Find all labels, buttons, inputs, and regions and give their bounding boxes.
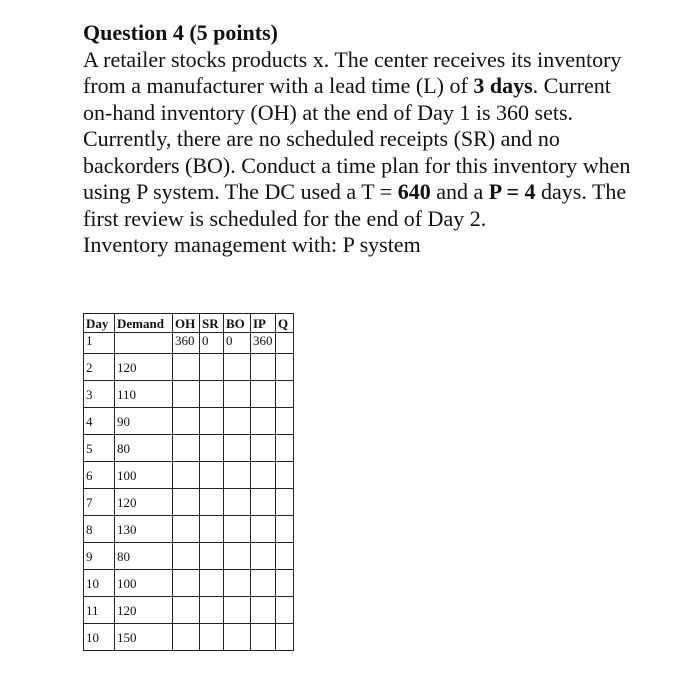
cell-day xyxy=(84,354,115,381)
cell-day-value: 1 xyxy=(86,333,93,348)
table-row xyxy=(84,354,294,381)
header-day: Day xyxy=(84,314,115,333)
cell-demand-value: 120 xyxy=(117,360,137,375)
cell-day-value: 8 xyxy=(86,522,93,537)
cell-bo xyxy=(224,354,251,381)
cell-demand xyxy=(115,333,173,354)
cell-day xyxy=(84,462,115,489)
cell-sr xyxy=(200,354,224,381)
cell-day xyxy=(84,408,115,435)
question-title: Question 4 (5 points) xyxy=(83,20,278,45)
cell-ip xyxy=(251,543,276,570)
table-row xyxy=(84,516,294,543)
question-text-part-3: and a xyxy=(430,179,489,204)
cell-sr xyxy=(200,408,224,435)
cell-q xyxy=(276,354,294,381)
cell-day xyxy=(84,381,115,408)
table-row xyxy=(84,462,294,489)
cell-ip xyxy=(251,381,276,408)
cell-ip xyxy=(251,570,276,597)
cell-q xyxy=(276,543,294,570)
inventory-table xyxy=(83,313,294,651)
cell-bo xyxy=(224,624,251,651)
cell-demand xyxy=(115,408,173,435)
cell-oh xyxy=(173,333,200,354)
cell-day xyxy=(84,333,115,354)
cell-day-value: 11 xyxy=(86,603,99,618)
cell-day-value: 9 xyxy=(86,549,93,564)
cell-oh xyxy=(173,381,200,408)
table-row xyxy=(84,333,294,354)
header-sr: SR xyxy=(200,314,224,333)
cell-q xyxy=(276,381,294,408)
cell-demand-value: 120 xyxy=(117,603,137,618)
cell-day-value: 7 xyxy=(86,495,93,510)
header-oh: OH xyxy=(173,314,200,333)
cell-bo xyxy=(224,462,251,489)
table-row xyxy=(84,624,294,651)
cell-day-value: 3 xyxy=(86,387,93,402)
cell-sr xyxy=(200,435,224,462)
cell-day xyxy=(84,543,115,570)
question-text xyxy=(83,47,643,233)
cell-ip xyxy=(251,516,276,543)
cell-oh xyxy=(173,624,200,651)
cell-day-value: 10 xyxy=(86,576,99,591)
cell-ip xyxy=(251,408,276,435)
header-demand: Demand xyxy=(115,314,173,333)
cell-demand xyxy=(115,597,173,624)
cell-bo xyxy=(224,516,251,543)
cell-q xyxy=(276,435,294,462)
cell-oh-value: 360 xyxy=(175,333,195,348)
cell-sr xyxy=(200,597,224,624)
p-value: P = 4 xyxy=(488,179,536,204)
question-text-part-4: days. The first review is scheduled for the end of Day 2. xyxy=(83,179,627,231)
cell-oh xyxy=(173,570,200,597)
cell-sr xyxy=(200,381,224,408)
question-text-part-1: A retailer stocks products x. The center receives its inventory from a manufacturer with a lead time (L) of xyxy=(83,46,622,98)
cell-demand xyxy=(115,516,173,543)
cell-demand xyxy=(115,435,173,462)
cell-demand xyxy=(115,543,173,570)
cell-day-value: 5 xyxy=(86,441,93,456)
header-q: Q xyxy=(276,314,294,333)
cell-sr xyxy=(200,570,224,597)
cell-demand-value: 110 xyxy=(117,387,137,402)
cell-q xyxy=(276,333,294,354)
cell-oh xyxy=(173,597,200,624)
cell-sr xyxy=(200,516,224,543)
cell-demand xyxy=(115,354,173,381)
table-row xyxy=(84,570,294,597)
header-ip: IP xyxy=(251,314,276,333)
cell-day-value: 10 xyxy=(86,630,99,645)
cell-oh xyxy=(173,543,200,570)
cell-day xyxy=(84,624,115,651)
cell-bo xyxy=(224,333,251,354)
cell-sr xyxy=(200,489,224,516)
cell-ip xyxy=(251,333,276,354)
table-row xyxy=(84,597,294,624)
cell-oh xyxy=(173,489,200,516)
cell-sr xyxy=(200,333,224,354)
cell-bo xyxy=(224,543,251,570)
cell-bo xyxy=(224,597,251,624)
cell-day xyxy=(84,570,115,597)
question-text-part-2: . Current on-hand inventory (OH) at the end of Day 1 is 360 sets. Currently, there are no scheduled receipts (SR) and no backorders (BO). Conduct a time plan for this inventory when using P system. The DC used a T = xyxy=(83,73,631,204)
cell-q xyxy=(276,516,294,543)
cell-oh xyxy=(173,354,200,381)
table-row xyxy=(84,408,294,435)
cell-ip xyxy=(251,435,276,462)
cell-sr xyxy=(200,624,224,651)
cell-sr xyxy=(200,462,224,489)
cell-demand xyxy=(115,570,173,597)
cell-day xyxy=(84,435,115,462)
cell-ip xyxy=(251,597,276,624)
cell-ip xyxy=(251,354,276,381)
cell-bo xyxy=(224,408,251,435)
cell-demand-value: 150 xyxy=(117,630,137,645)
cell-ip xyxy=(251,462,276,489)
cell-demand-value: 130 xyxy=(117,522,137,537)
cell-bo xyxy=(224,570,251,597)
cell-ip xyxy=(251,624,276,651)
cell-oh xyxy=(173,435,200,462)
cell-q xyxy=(276,570,294,597)
cell-q xyxy=(276,597,294,624)
cell-demand xyxy=(115,462,173,489)
inventory-table-container xyxy=(83,313,294,651)
cell-q xyxy=(276,408,294,435)
cell-day-value: 2 xyxy=(86,360,93,375)
cell-day xyxy=(84,489,115,516)
table-row xyxy=(84,435,294,462)
cell-oh xyxy=(173,516,200,543)
cell-day xyxy=(84,516,115,543)
table-body xyxy=(84,333,294,651)
cell-demand-value: 100 xyxy=(117,576,137,591)
table-header-row xyxy=(84,314,294,333)
lead-time-value: 3 days xyxy=(473,73,533,98)
cell-q xyxy=(276,624,294,651)
cell-bo xyxy=(224,381,251,408)
cell-bo xyxy=(224,435,251,462)
cell-ip-value: 360 xyxy=(253,333,273,348)
cell-sr xyxy=(200,543,224,570)
cell-bo-value: 0 xyxy=(226,333,233,348)
table-row xyxy=(84,381,294,408)
cell-day-value: 4 xyxy=(86,414,93,429)
question-block xyxy=(83,20,643,259)
cell-demand-value: 90 xyxy=(117,414,130,429)
cell-day xyxy=(84,597,115,624)
t-value: 640 xyxy=(397,179,431,204)
cell-demand-value: 120 xyxy=(117,495,137,510)
cell-demand xyxy=(115,381,173,408)
cell-oh xyxy=(173,462,200,489)
header-bo: BO xyxy=(224,314,251,333)
question-subtitle: Inventory management with: P system xyxy=(83,232,421,257)
cell-q xyxy=(276,462,294,489)
table-row xyxy=(84,543,294,570)
table-row xyxy=(84,489,294,516)
cell-demand xyxy=(115,624,173,651)
cell-bo xyxy=(224,489,251,516)
cell-demand-value: 80 xyxy=(117,441,130,456)
cell-sr-value: 0 xyxy=(202,333,209,348)
cell-ip xyxy=(251,489,276,516)
cell-q xyxy=(276,489,294,516)
cell-demand-value: 80 xyxy=(117,549,130,564)
cell-demand-value: 100 xyxy=(117,468,137,483)
cell-day-value: 6 xyxy=(86,468,93,483)
cell-oh xyxy=(173,408,200,435)
cell-demand xyxy=(115,489,173,516)
